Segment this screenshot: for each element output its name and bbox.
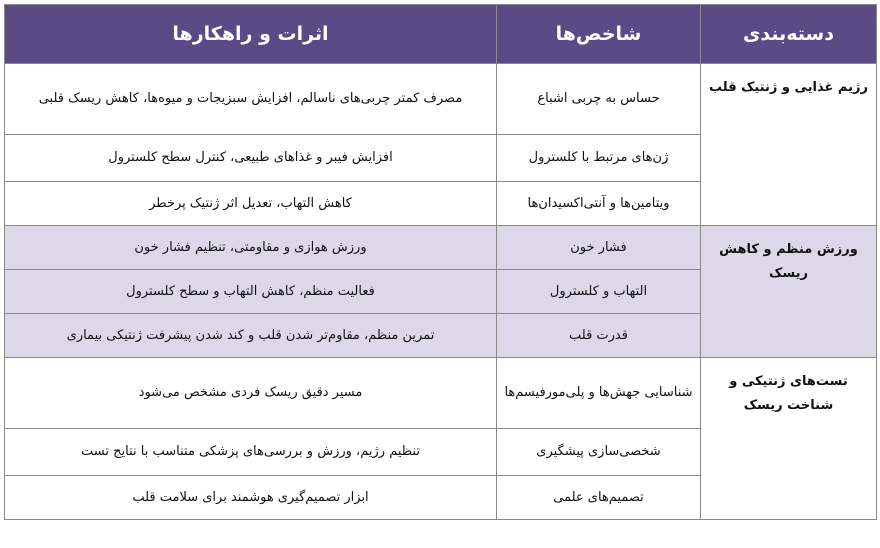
indicator-cell: ویتامین‌ها و آنتی‌اکسیدان‌ها <box>497 182 701 226</box>
effect-cell: ورزش هوازی و مقاومتی، تنظیم فشار خون <box>5 226 497 270</box>
effect-cell: مسیر دقیق ریسک فردی مشخص می‌شود <box>5 358 497 429</box>
indicator-cell: حساس به چربی اشباع <box>497 64 701 135</box>
category-cell: رژیم غذایی و ژنتیک قلب <box>701 64 877 226</box>
effect-cell: مصرف کمتر چربی‌های ناسالم، افزایش سبزیجات و میوه‌ها، کاهش ریسک قلبی <box>5 64 497 135</box>
indicator-cell: ژن‌های مرتبط با کلسترول <box>497 135 701 182</box>
indicator-cell: فشار خون <box>497 226 701 270</box>
page <box>4 4 876 520</box>
table-row <box>5 64 877 135</box>
table-row <box>5 226 877 270</box>
table-row <box>5 358 877 429</box>
category-cell: ورزش منظم و کاهش ریسک <box>701 226 877 358</box>
info-table <box>4 4 877 520</box>
effect-cell: تمرین منظم، مقاوم‌تر شدن قلب و کند شدن پیشرفت ژنتیکی بیماری <box>5 314 497 358</box>
indicator-cell: قدرت قلب <box>497 314 701 358</box>
effect-cell: کاهش التهاب، تعدیل اثر ژنتیک پرخطر <box>5 182 497 226</box>
header-effects: اثرات و راهکارها <box>5 5 497 64</box>
indicator-cell: شناسایی جهش‌ها و پلی‌مورفیسم‌ها <box>497 358 701 429</box>
category-cell: تست‌های ژنتیکی و شناخت ریسک <box>701 358 877 520</box>
header-indicators: شاخص‌ها <box>497 5 701 64</box>
table-header-row <box>5 5 877 64</box>
indicator-cell: تصمیم‌های علمی <box>497 476 701 520</box>
indicator-cell: التهاب و کلسترول <box>497 270 701 314</box>
header-category: دسته‌بندی <box>701 5 877 64</box>
indicator-cell: شخصی‌سازی پیشگیری <box>497 429 701 476</box>
effect-cell: افزایش فیبر و غذاهای طبیعی، کنترل سطح کلسترول <box>5 135 497 182</box>
effect-cell: تنظیم رژیم، ورزش و بررسی‌های پزشکی متناسب با نتایج تست <box>5 429 497 476</box>
effect-cell: ابزار تصمیم‌گیری هوشمند برای سلامت قلب <box>5 476 497 520</box>
effect-cell: فعالیت منظم، کاهش التهاب و سطح کلسترول <box>5 270 497 314</box>
